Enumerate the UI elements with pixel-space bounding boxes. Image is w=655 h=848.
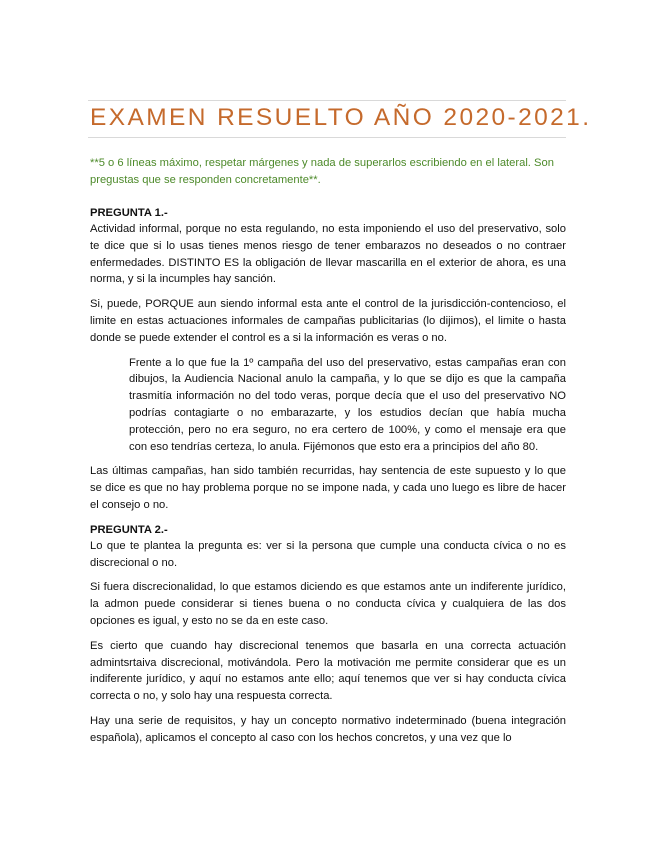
question-1-indented-paragraph: Frente a lo que fue la 1º campaña del uso del preservativo, estas campañas eran con dibujos, la Audiencia Nacional anulo la campaña, y lo que se dijo es que la campaña trasmitía información no del todo veras, porque decía que el uso del preservativo NO podrías contagiarte o no embarazarte, y los estudios decían que había mucha protección, pero no era seguro, no era certero de 100%, y como el mensaje era que con eso tendrías certeza, lo anula. Fijémonos que esto era a principios del año 80.: [129, 356, 566, 453]
question-2-paragraph-2: Si fuera discrecionalidad, lo que estamos diciendo es que estamos ante un indiferente jurídico, la admon puede considerar si tienes buena o no conducta cívica y cualquiera de las dos opciones es igual, y esto no se da en este caso.: [90, 581, 566, 627]
question-1-paragraph-2: Si, puede, PORQUE aun siendo informal esta ante el control de la jurisdicción-contencioso, el limite en estas actuaciones informales de campañas publicitarias (lo dijimos), el limite o hasta donde se puede extender el control es a si la información es veras o no.: [90, 298, 566, 344]
question-1-paragraph-1: Actividad informal, porque no esta regulando, no esta imponiendo el uso del preservativo, solo te dice que si lo usas tienes menos riesgo de tener embarazos no deseados o no contraer enfermedades. DISTINTO ES la obligación de llevar mascarilla en el exterior de ahora, es una norma, y si la incumples hay sanción.: [90, 223, 566, 286]
question-2-paragraph-1: Lo que te plantea la pregunta es: ver si la persona que cumple una conducta cívica o no es discrecional o no.: [90, 539, 566, 569]
document-title: EXAMEN RESUELTO AÑO 2020-2021.: [90, 104, 592, 131]
document-body: [90, 205, 566, 755]
question-2-paragraph-3: Es cierto que cuando hay discrecional tenemos que basarla en una correcta actuación admintsrtaiva discrecional, motivándola. Pero la motivación me permite considerar que es un indiferente jurídico, y aquí no estamos ante ello; aquí tenemos que ver si hay conducta cívica correcta o no, y solo hay una respuesta correcta.: [90, 639, 566, 703]
question-1-paragraph-4: Las últimas campañas, han sido también recurridas, hay sentencia de este supuesto y lo que se dice es que no hay problema porque no se impone nada, y cada uno luego es libre de hacer el consejo o no.: [90, 465, 566, 511]
instruction-note: **5 o 6 líneas máximo, respetar márgenes y nada de superarlos escribiendo en el lateral. Son pregustas que se responden concretamente**.: [90, 157, 554, 186]
question-2-heading: PREGUNTA 2.-: [90, 523, 168, 536]
title-bottom-rule: [88, 137, 566, 138]
title-top-rule: [88, 100, 566, 101]
question-2-paragraph-4: Hay una serie de requisitos, y hay un concepto normativo indeterminado (buena integración española), aplicamos el concepto al caso con los hechos concretos, y una vez que lo: [90, 714, 566, 744]
question-1-heading: PREGUNTA 1.-: [90, 207, 168, 219]
